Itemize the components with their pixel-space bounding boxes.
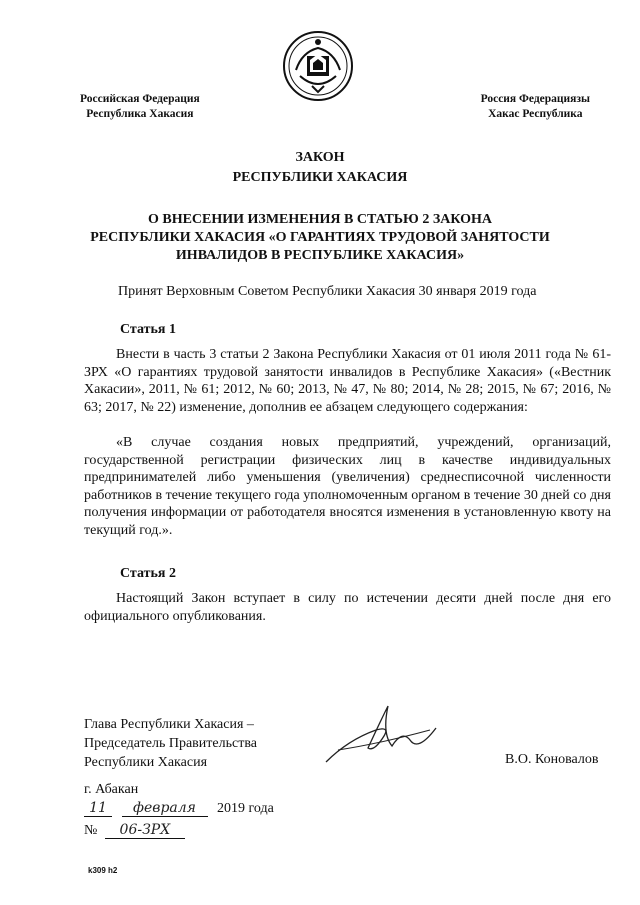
subject-line3: ИНВАЛИДОВ В РЕСПУБЛИКЕ ХАКАСИЯ» xyxy=(175,248,465,263)
header-right-line2: Хакас Республика xyxy=(488,108,583,120)
adopted-note: Принят Верховным Советом Республики Хакасия 30 января 2019 года xyxy=(118,284,537,299)
date-day: 11 xyxy=(84,800,112,817)
signatory-line1: Глава Республики Хакасия – xyxy=(84,717,254,732)
article2-paragraph1: Настоящий Закон вступает в силу по истечении десяти дней после дня его официального опубликования. xyxy=(84,591,611,624)
handwritten-signature xyxy=(318,700,448,770)
number-value: 06-ЗРХ xyxy=(105,822,185,839)
header-right xyxy=(481,92,590,122)
signing-date xyxy=(84,800,274,817)
signatory-name: В.О. Коновалов xyxy=(505,752,599,767)
signatory-line2: Председатель Правительства xyxy=(84,736,257,751)
article2-heading: Статья 2 xyxy=(120,566,176,581)
article1-paragraph2: «В случае создания новых предприятий, учреждений, организаций, государственной регистрации физических лиц в качестве индивидуальных предпринимателей либо уменьшения (увеличения) среднесписочной численности работников в течение текущего года уполномоченным органом в течение 30 дней со дня получения информации от работодателя вносятся изменения в установленную квоту на текущий год.». xyxy=(84,435,611,538)
signatory-title xyxy=(84,715,257,772)
date-year: 2019 года xyxy=(217,801,274,816)
header-right-line1: Россия Федерациязы xyxy=(480,93,590,105)
place: г. Абакан xyxy=(84,782,139,797)
header-left-line1: Российская Федерация xyxy=(80,93,200,105)
coat-of-arms-emblem xyxy=(282,30,354,102)
number-prefix: № xyxy=(84,823,98,838)
title-republic: РЕСПУБЛИКИ ХАКАСИЯ xyxy=(232,170,408,185)
header-left xyxy=(80,92,200,122)
article1-heading: Статья 1 xyxy=(120,322,176,337)
article1-paragraph1: Внести в часть 3 статьи 2 Закона Республики Хакасия от 01 июля 2011 года № 61-ЗРХ «О гарантиях трудовой занятости инвалидов в Республике Хакасия» («Вестник Хакасии», 2011, № 61; 2012, № 60; 2013, № 47, № 80; 2014, № 28; 2015, № 67; 2016, № 63; 2017, № 22) изменение, дополнив ее абзацем следующего содержания: xyxy=(84,347,611,415)
date-month: февраля xyxy=(122,800,208,817)
header-left-line2: Республика Хакасия xyxy=(86,108,194,120)
signatory-line3: Республики Хакасия xyxy=(84,755,208,770)
subject-line1: О ВНЕСЕНИИ ИЗМЕНЕНИЯ В СТАТЬЮ 2 ЗАКОНА xyxy=(147,212,493,227)
document-code: k309 h2 xyxy=(88,866,118,875)
title-law: ЗАКОН xyxy=(295,150,345,165)
law-number xyxy=(84,822,185,839)
subject-line2: РЕСПУБЛИКИ ХАКАСИЯ «О ГАРАНТИЯХ ТРУДОВОЙ ЗАНЯТОСТИ xyxy=(90,230,550,245)
